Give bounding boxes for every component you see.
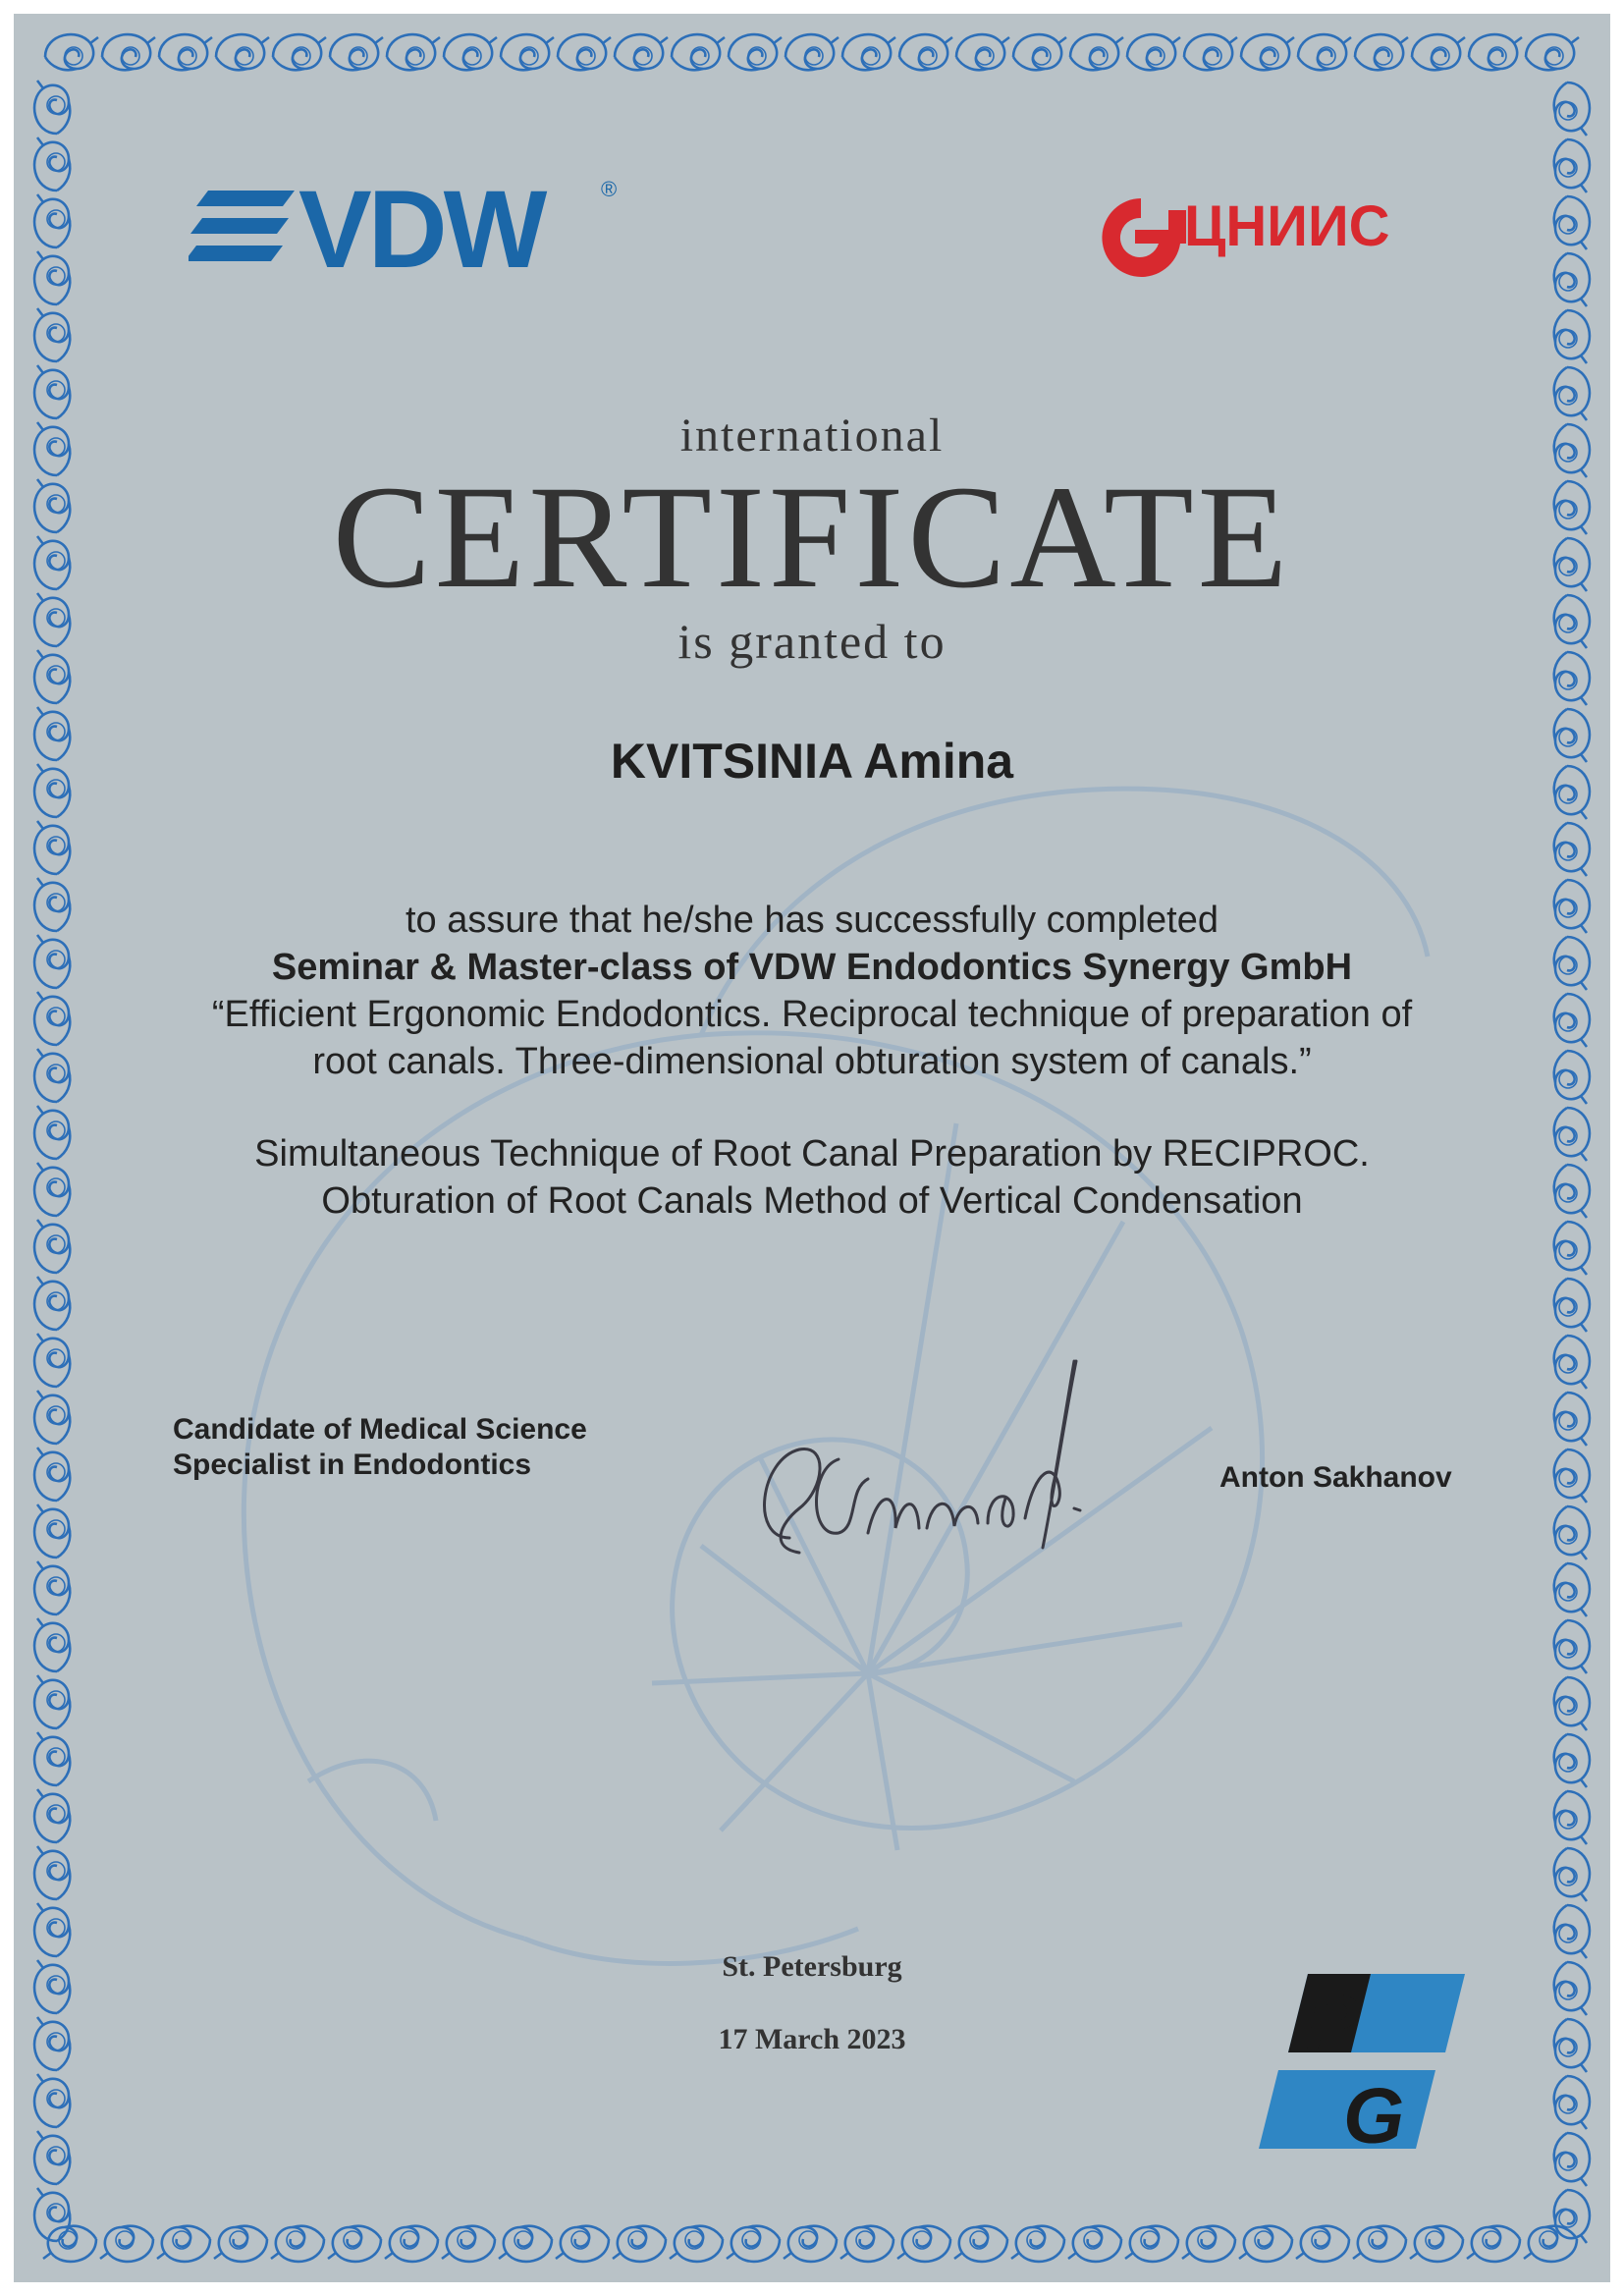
shell-ornament bbox=[34, 308, 70, 361]
shell-ornament bbox=[34, 1277, 70, 1330]
shell-ornament bbox=[784, 2226, 837, 2262]
shell-ornament bbox=[1013, 34, 1066, 70]
shell-ornament bbox=[615, 34, 668, 70]
shell-ornament bbox=[1011, 2226, 1064, 2262]
svg-text:P: P bbox=[1306, 1978, 1359, 2065]
shell-ornament bbox=[1241, 34, 1294, 70]
shell-ornament bbox=[670, 2226, 723, 2262]
shell-ornament bbox=[840, 2226, 893, 2262]
shell-ornament bbox=[1184, 34, 1237, 70]
shell-ornament bbox=[34, 137, 70, 191]
assure-line: to assure that he/she has successfully completed bbox=[405, 900, 1218, 941]
recipient-name: KVITSINIA Amina bbox=[610, 734, 1014, 789]
shell-ornament bbox=[1554, 1449, 1590, 1503]
shell-ornament bbox=[1554, 82, 1590, 136]
shell-ornament bbox=[34, 1391, 70, 1444]
shell-ornament bbox=[1554, 196, 1590, 249]
shell-ornament bbox=[1554, 823, 1590, 876]
technique-line-2: Obturation of Root Canals Method of Vertical Condensation bbox=[321, 1180, 1303, 1222]
shell-ornament bbox=[899, 34, 952, 70]
shell-ornament bbox=[159, 34, 212, 70]
shell-ornament bbox=[157, 2226, 210, 2262]
shell-ornament bbox=[613, 2226, 666, 2262]
shell-ornament bbox=[1554, 1848, 1590, 1901]
shell-ornament bbox=[1070, 34, 1123, 70]
shell-ornament bbox=[1554, 2190, 1590, 2243]
shell-ornament bbox=[34, 81, 70, 134]
shell-ornament bbox=[1554, 1222, 1590, 1275]
shell-ornament bbox=[34, 194, 70, 247]
shell-ornament bbox=[1554, 1791, 1590, 1844]
shell-ornament bbox=[1125, 2226, 1178, 2262]
shell-ornament bbox=[1554, 253, 1590, 306]
pg-logo bbox=[1249, 1974, 1465, 2151]
shell-ornament bbox=[1554, 1393, 1590, 1446]
shell-ornament bbox=[330, 34, 383, 70]
shell-ornament bbox=[385, 2226, 438, 2262]
shell-ornament bbox=[1554, 1336, 1590, 1389]
shell-ornament bbox=[1554, 1677, 1590, 1730]
shell-ornament bbox=[785, 34, 839, 70]
shell-ornament bbox=[34, 2131, 70, 2184]
shell-ornament bbox=[1410, 2226, 1463, 2262]
certificate-title: CERTIFICATE bbox=[332, 456, 1292, 619]
shell-ornament bbox=[34, 1561, 70, 1614]
shell-ornament bbox=[102, 34, 155, 70]
signatory-credentials bbox=[173, 1412, 587, 1483]
shell-ornament bbox=[34, 1618, 70, 1671]
shell-ornament bbox=[1296, 2226, 1349, 2262]
shell-ornament bbox=[34, 1846, 70, 1899]
shell-ornament bbox=[34, 1448, 70, 1501]
shell-ornament bbox=[558, 34, 611, 70]
shell-ornament bbox=[499, 2226, 552, 2262]
shell-ornament bbox=[1182, 2226, 1235, 2262]
certificate-sheet bbox=[14, 14, 1610, 2282]
shell-ornament bbox=[34, 1220, 70, 1273]
svg-text:ЦНИИС: ЦНИИС bbox=[1184, 194, 1390, 258]
certificate-city: St. Petersburg bbox=[722, 1950, 902, 1983]
shell-ornament bbox=[1554, 1279, 1590, 1332]
shell-ornament bbox=[954, 2226, 1007, 2262]
signatory-name: Anton Sakhanov bbox=[1219, 1461, 1452, 1494]
shell-ornament bbox=[34, 1504, 70, 1558]
shell-ornament bbox=[34, 1675, 70, 1728]
shell-ornament bbox=[100, 2226, 153, 2262]
shell-ornament bbox=[1353, 2226, 1406, 2262]
certificate-pretitle: international bbox=[679, 410, 945, 462]
course-title-line-2: root canals. Three-dimensional obturation system of canals.” bbox=[312, 1041, 1312, 1082]
shell-ornament bbox=[1239, 2226, 1292, 2262]
shell-ornament bbox=[444, 34, 497, 70]
svg-text:VDW: VDW bbox=[298, 168, 544, 289]
shell-ornament bbox=[1467, 2226, 1520, 2262]
shell-ornament bbox=[1554, 2133, 1590, 2186]
shell-ornament bbox=[34, 1334, 70, 1387]
shell-ornament bbox=[1068, 2226, 1121, 2262]
shell-ornament bbox=[1554, 1734, 1590, 1787]
shell-ornament bbox=[556, 2226, 609, 2262]
shell-ornament bbox=[1469, 34, 1522, 70]
shell-ornament bbox=[1355, 34, 1408, 70]
shell-ornament bbox=[387, 34, 440, 70]
shell-ornament bbox=[842, 34, 895, 70]
handwritten-signature bbox=[731, 1341, 1163, 1597]
shell-ornament bbox=[1554, 2076, 1590, 2129]
shell-ornament bbox=[1554, 1506, 1590, 1559]
shell-ornament bbox=[34, 2074, 70, 2127]
credential-line-1: Candidate of Medical Science bbox=[173, 1413, 587, 1446]
shell-ornament bbox=[1412, 34, 1465, 70]
certificate-granted-line: is granted to bbox=[677, 614, 947, 669]
shell-ornament bbox=[1554, 139, 1590, 192]
course-title-line-1: “Efficient Ergonomic Endodontics. Reciprocal technique of preparation of bbox=[211, 994, 1413, 1035]
shell-ornament bbox=[34, 821, 70, 874]
shell-ornament bbox=[328, 2226, 381, 2262]
shell-ornament bbox=[1526, 34, 1579, 70]
shell-ornament bbox=[729, 34, 782, 70]
shell-ornament bbox=[442, 2226, 495, 2262]
credential-line-2: Specialist in Endodontics bbox=[173, 1449, 532, 1481]
cniis-logo bbox=[1086, 181, 1469, 289]
shell-ornament bbox=[1127, 34, 1180, 70]
shell-ornament bbox=[34, 251, 70, 304]
shell-ornament bbox=[34, 1903, 70, 1956]
shell-ornament bbox=[1298, 34, 1351, 70]
shell-ornament bbox=[1554, 1563, 1590, 1616]
certificate-date: 17 March 2023 bbox=[718, 2023, 906, 2055]
shell-ornament bbox=[501, 34, 554, 70]
shell-ornament bbox=[727, 2226, 780, 2262]
seminar-line: Seminar & Master-class of VDW Endodontics Synergy GmbH bbox=[271, 947, 1353, 988]
svg-text:®: ® bbox=[601, 177, 618, 201]
shell-ornament bbox=[214, 2226, 267, 2262]
shell-ornament bbox=[34, 1732, 70, 1785]
shell-ornament bbox=[956, 34, 1009, 70]
shell-ornament bbox=[34, 1789, 70, 1842]
shell-ornament bbox=[1554, 1620, 1590, 1673]
shell-ornament bbox=[43, 2226, 96, 2262]
shell-ornament bbox=[672, 34, 725, 70]
shell-ornament bbox=[216, 34, 269, 70]
shell-ornament bbox=[45, 34, 98, 70]
vdw-logo bbox=[189, 161, 630, 289]
shell-ornament bbox=[1554, 310, 1590, 363]
shell-ornament bbox=[1524, 2226, 1577, 2262]
shell-ornament bbox=[897, 2226, 950, 2262]
shell-ornament bbox=[271, 2226, 324, 2262]
svg-text:G: G bbox=[1343, 2072, 1405, 2151]
shell-ornament bbox=[273, 34, 326, 70]
technique-line-1: Simultaneous Technique of Root Canal Preparation by RECIPROC. bbox=[254, 1133, 1370, 1175]
